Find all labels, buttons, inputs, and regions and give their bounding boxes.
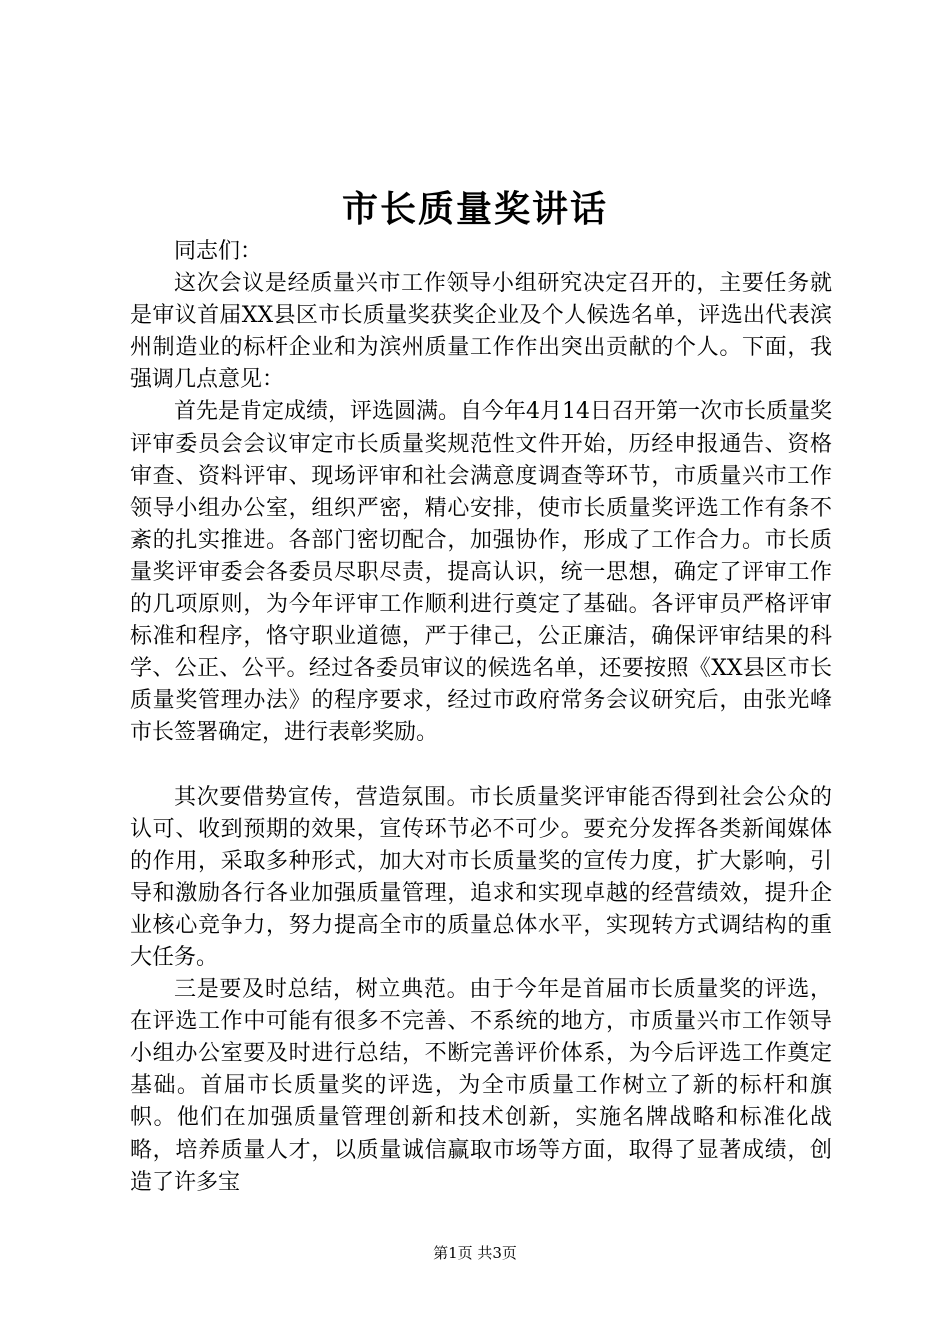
salutation: 同志们：: [174, 239, 263, 264]
paragraph-third-point: 三是要及时总结，树立典范。由于今年是首届市长质量奖的评选，在评选工作中可能有很多不完善、不系统的地方，市质量兴市工作领导小组办公室要及时进行总结，不断完善评价体系，为今后评选工作奠定基础。首届市长质量奖的评选，为全市质量工作树立了新的标杆和旗帜。他们在加强质量管理创新和技术创新，实施名牌战略和标准化战略，培养质量人才，以质量诚信赢取市场等方面，取得了显著成绩，创造了许多宝: [130, 977, 832, 1195]
paragraph-spacer: [130, 750, 832, 782]
page-number-footer: 第1页 共3页: [433, 1244, 517, 1262]
document-body: [130, 236, 832, 1199]
paragraph-second-point: 其次要借势宣传，营造氛围。市长质量奖评审能否得到社会公众的认可、收到预期的效果，宣传环节必不可少。要充分发挥各类新闻媒体的作用，采取多种形式，加大对市长质量奖的宣传力度，扩大影响，引导和激励各行各业加强质量管理，追求和实现卓越的经营绩效，提升企业核心竞争力，努力提高全市的质量总体水平，实现转方式调结构的重大任务。: [130, 784, 832, 970]
document-title: 市长质量奖讲话: [341, 188, 608, 230]
paragraph-first-point: 首先是肯定成绩，评选圆满。自今年4月14日召开第一次市长质量奖评审委员会会议审定市长质量奖规范性文件开始，历经申报通告、资格审查、资料评审、现场评审和社会满意度调查等环节，市质量兴市工作领导小组办公室，组织严密，精心安排，使市长质量奖评选工作有条不紊的扎实推进。各部门密切配合，加强协作，形成了工作合力。市长质量奖评审委会各委员尽职尽责，提高认识，统一思想，确定了评审工作的几项原则，为今年评审工作顺利进行奠定了基础。各评审员严格评审标准和程序，恪守职业道德，严于律己，公正廉洁，确保评审结果的科学、公正、公平。经过各委员审议的候选名单，还要按照《XX县区市长质量奖管理办法》的程序要求，经过市政府常务会议研究后，由张光峰市长签署确定，进行表彰奖励。: [130, 399, 832, 746]
paragraph-intro: 这次会议是经质量兴市工作领导小组研究决定召开的，主要任务就是审议首届XX县区市长质量奖获奖企业及个人候选名单，评选出代表滨州制造业的标杆企业和为滨州质量工作作出突出贡献的个人。下面，我强调几点意见：: [130, 271, 832, 393]
